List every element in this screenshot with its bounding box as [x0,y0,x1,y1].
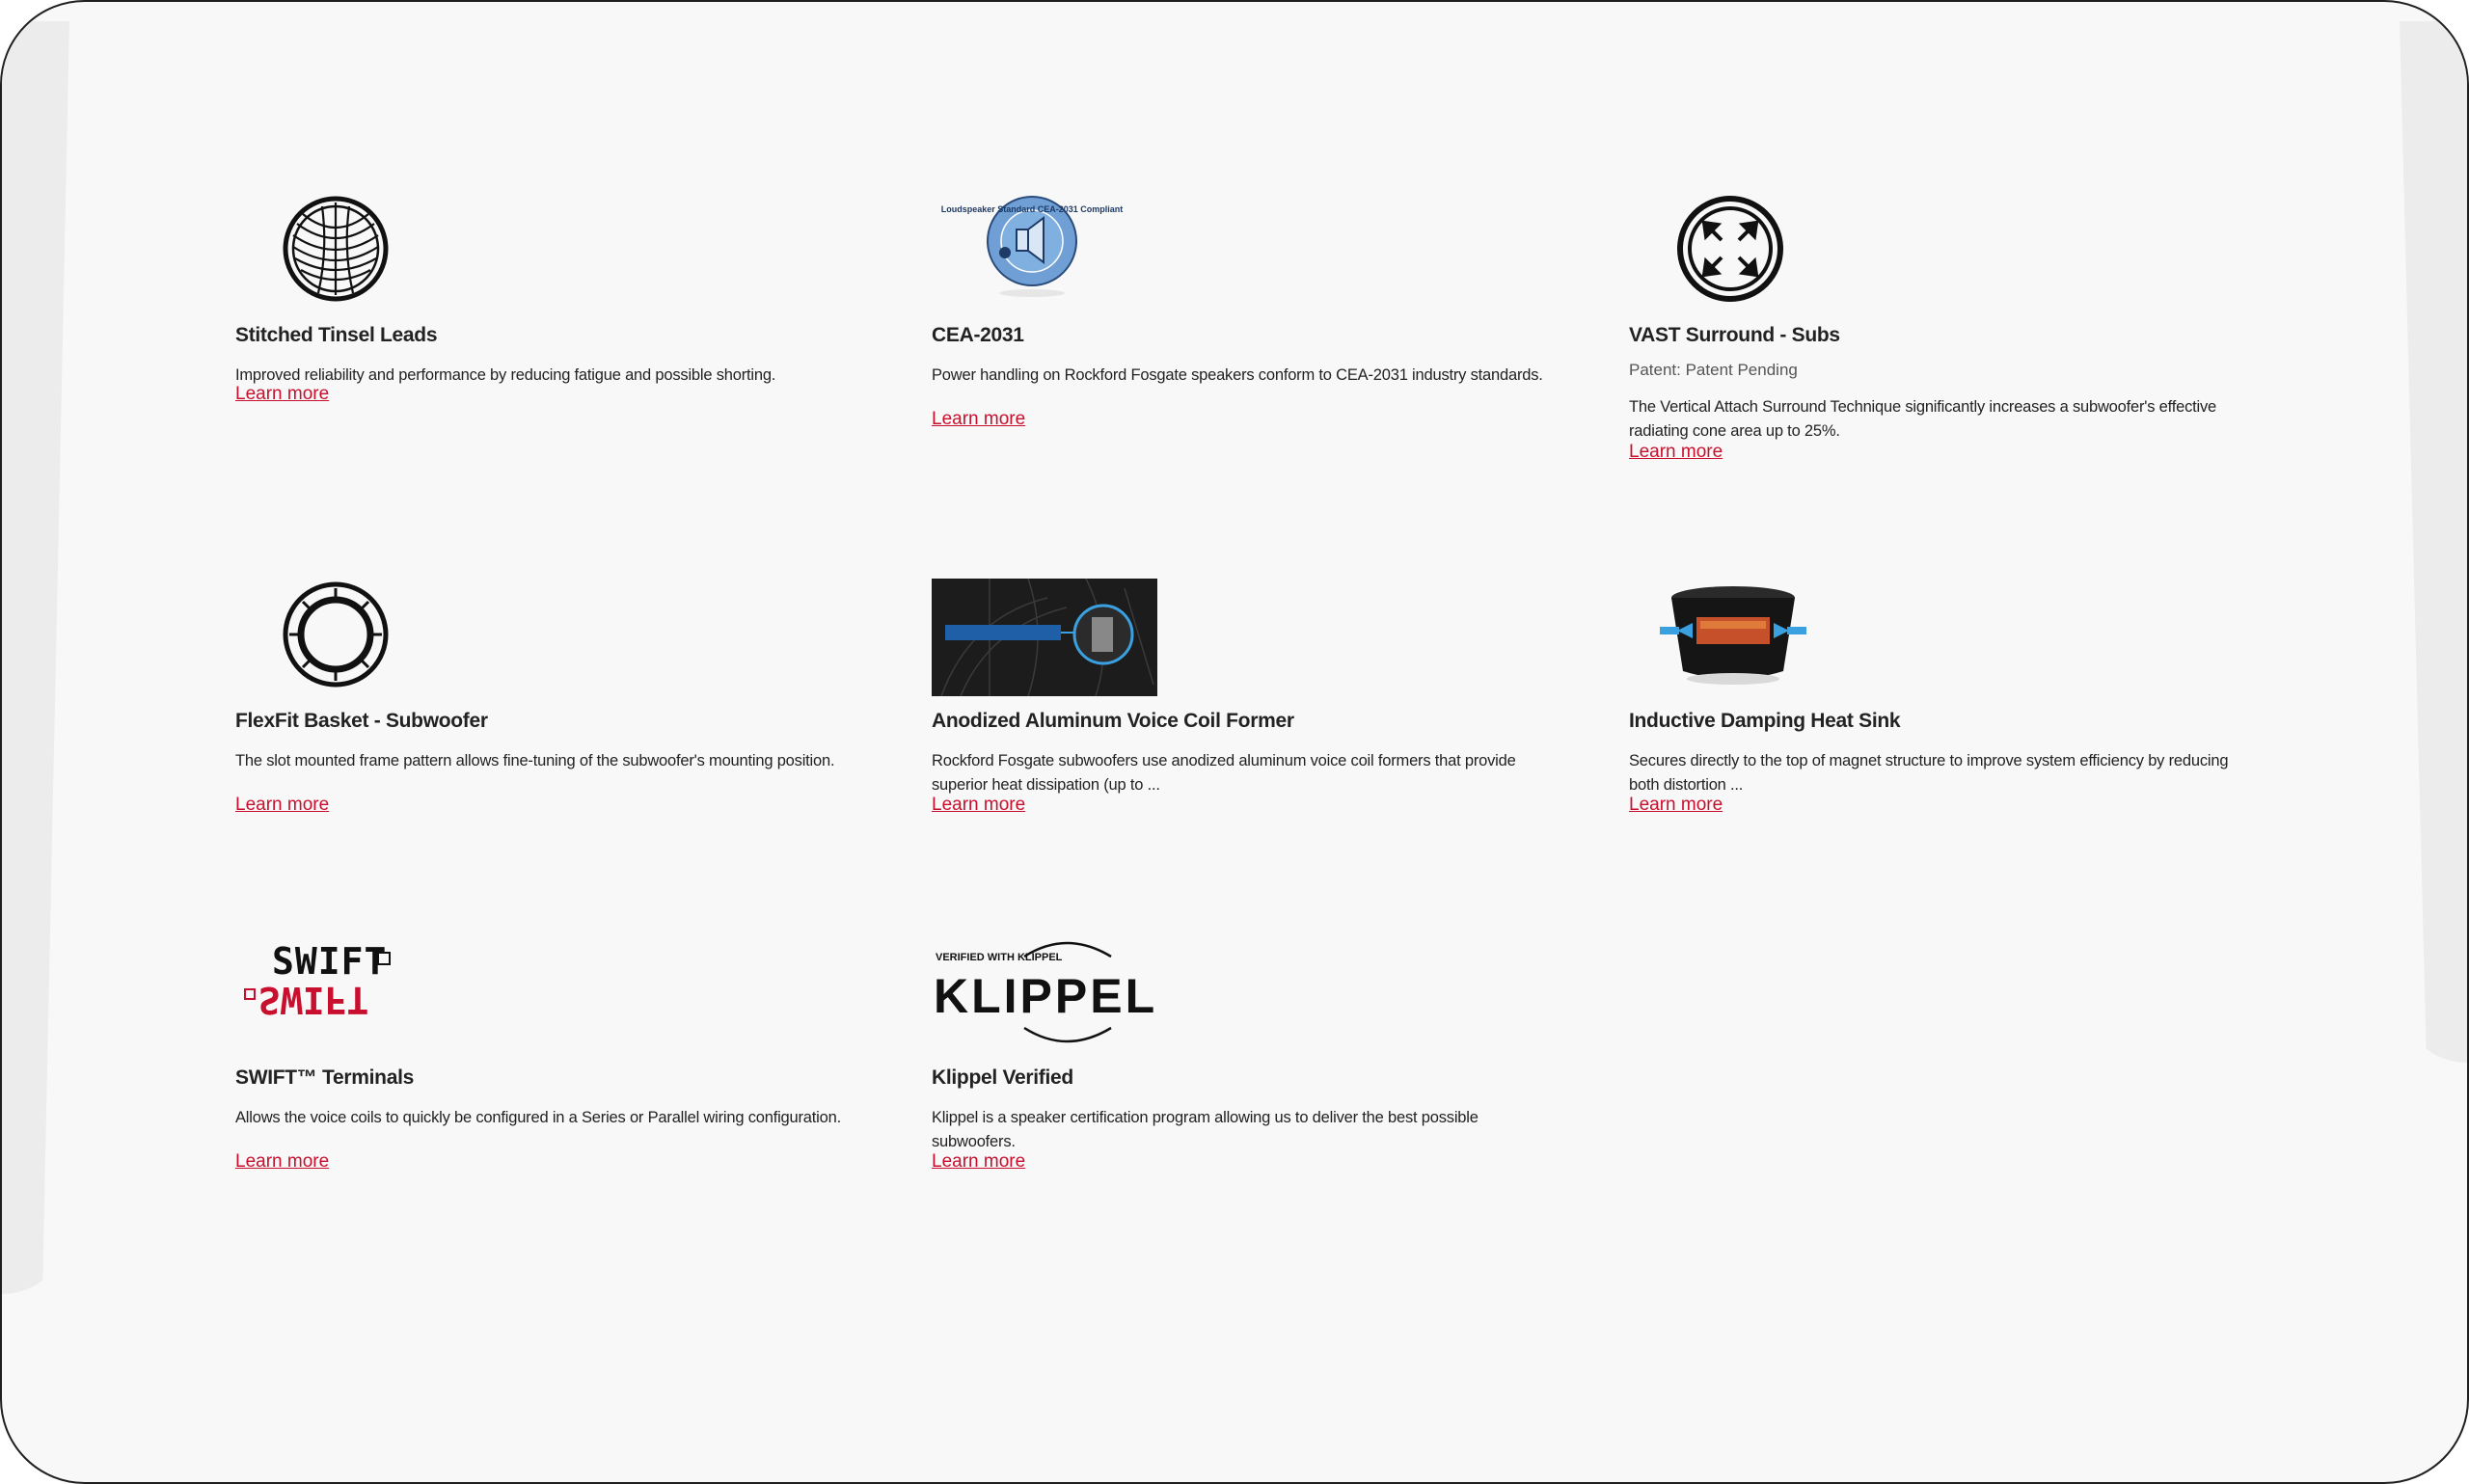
learn-more-link[interactable]: Learn more [932,1151,1026,1172]
feature-title: VAST Surround - Subs [1629,324,1840,346]
feature-card-flexfit-basket [235,579,872,829]
learn-more-link[interactable]: Learn more [1629,442,1723,462]
feature-title: Klippel Verified [932,1066,1073,1089]
feature-card-klippel-verified [932,935,1568,1186]
learn-more-link[interactable]: Learn more [932,409,1026,429]
feature-card-cea-2031 [932,193,1568,444]
swift-terminals-logo [235,935,476,1061]
feature-title: Anodized Aluminum Voice Coil Former [932,710,1294,732]
klippel-logo-text: VERIFIED WITH KLIPPEL [936,952,1063,963]
feature-description: Improved reliability and performance by reducing fatigue and possible shorting. [235,366,776,384]
feature-card-heat-sink [1629,579,2266,829]
learn-more-link[interactable]: Learn more [932,795,1026,815]
svg-text:SWIFT: SWIFT [258,979,369,1021]
learn-more-link[interactable]: Learn more [235,795,330,815]
feature-description: The slot mounted frame pattern allows fine-tuning of the subwoofer's mounting position. [235,752,835,769]
feature-description: Secures directly to the top of magnet structure to improve system efficiency by reducing both distortion ... [1629,752,2229,794]
right-edge-shadow [2400,21,2467,1063]
feature-title: Inductive Damping Heat Sink [1629,710,1901,732]
feature-description: The Vertical Attach Surround Technique significantly increases a subwoofer's effective radiating cone area up to 25%. [1629,398,2217,440]
learn-more-link[interactable]: Learn more [235,1151,330,1172]
feature-title: SWIFT™ Terminals [235,1066,414,1089]
feature-card-swift-terminals [235,935,872,1186]
patent-status: Patent: Patent Pending [1629,361,1798,379]
svg-text:KLIPPEL: KLIPPEL [934,969,1158,1023]
feature-description: Allows the voice coils to quickly be configured in a Series or Parallel wiring configuration. [235,1109,841,1126]
feature-card-vast-surround [1629,193,2266,472]
feature-title: Stitched Tinsel Leads [235,324,438,346]
learn-more-link[interactable]: Learn more [1629,795,1723,815]
heat-sink-image [1629,579,1870,704]
stitched-tinsel-leads-icon [235,193,476,318]
feature-description: Klippel is a speaker certification program allowing us to deliver the best possible subwoofers. [932,1109,1479,1150]
feature-title: FlexFit Basket - Subwoofer [235,710,488,732]
feature-card-stitched-tinsel-leads [235,193,872,424]
swift-logo-text: SWIFT [272,940,388,983]
voice-coil-former-image [932,579,1157,696]
feature-card-voice-coil-former [932,579,1568,829]
cea-logo-text: Loudspeaker Standard CEA-2031 Compliant [940,204,1124,214]
learn-more-link[interactable]: Learn more [235,384,330,404]
feature-description: Power handling on Rockford Fosgate speakers conform to CEA-2031 industry standards. [932,366,1543,384]
feature-title: CEA-2031 [932,324,1024,346]
klippel-logo [932,935,1173,1061]
feature-description: Rockford Fosgate subwoofers use anodized aluminum voice coil formers that provide superior heat dissipation (up to ... [932,752,1516,794]
left-edge-shadow [2,21,69,1294]
flexfit-basket-icon [235,579,476,704]
vast-surround-icon [1629,193,1870,318]
cea-2031-logo [932,193,1173,318]
